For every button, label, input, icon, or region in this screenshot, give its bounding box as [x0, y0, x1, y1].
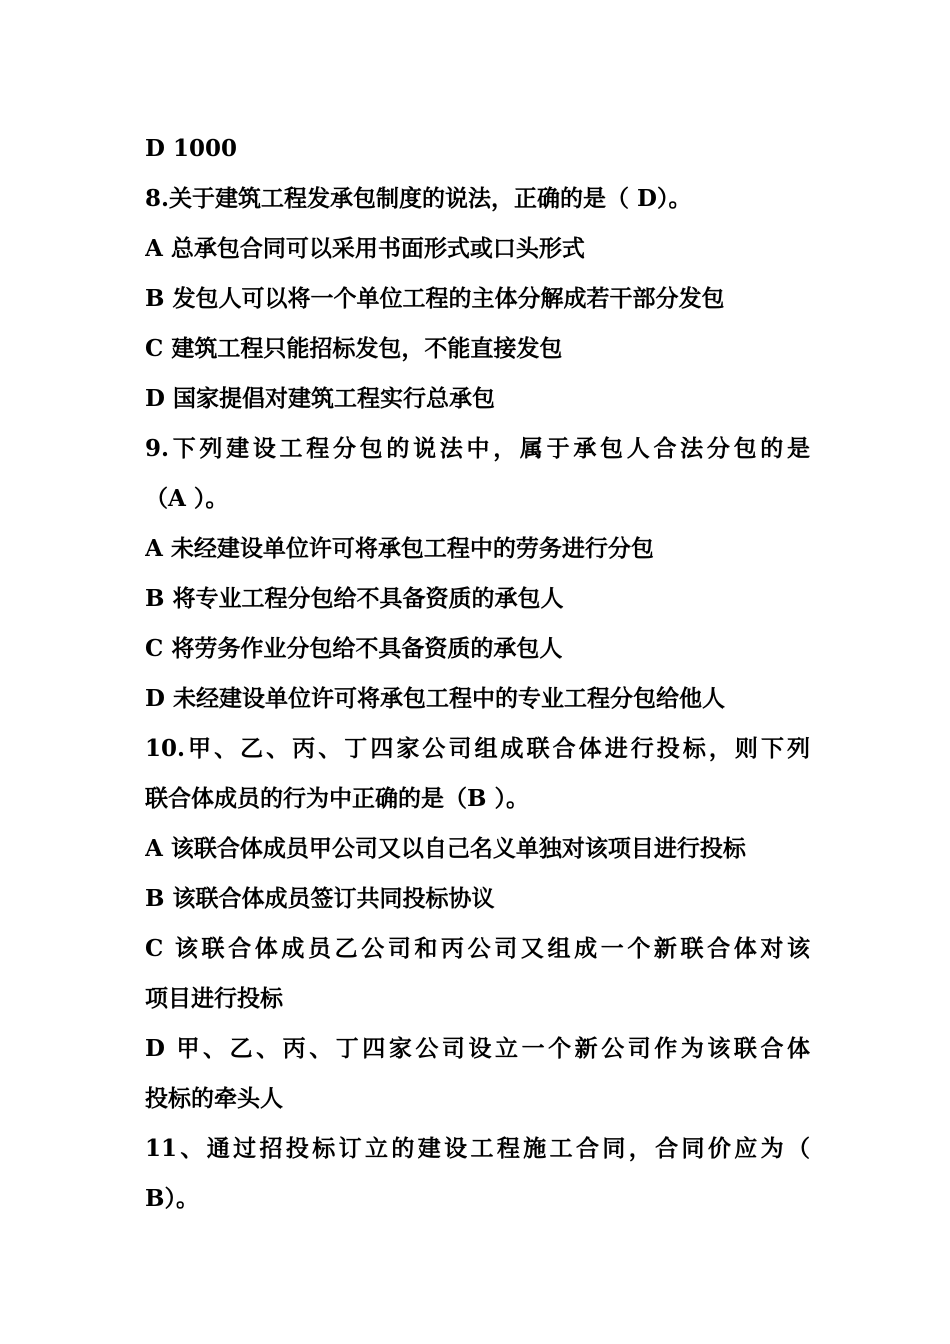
question-8: 8.关于建筑工程发承包制度的说法，正确的是（ D）。 — [145, 185, 692, 212]
question-11: 11、通过招投标订立的建设工程施工合同，合同价应为（ — [145, 1135, 810, 1162]
option-d-q7: D 1000 — [145, 135, 237, 162]
question-9-answer: （A ）。 — [145, 485, 229, 512]
option-d-q10-continued: 投标的牵头人 — [145, 1085, 283, 1112]
question-9: 9.下列建设工程分包的说法中，属于承包人合法分包的是 — [145, 435, 810, 462]
option-a-q10: A 该联合体成员甲公司又以自己名义单独对该项目进行投标 — [145, 835, 746, 862]
option-b-q9: B 将专业工程分包给不具备资质的承包人 — [145, 585, 564, 612]
option-a-q8: A 总承包合同可以采用书面形式或口头形式 — [145, 235, 585, 262]
option-c-q8: C 建筑工程只能招标发包，不能直接发包 — [145, 335, 563, 362]
option-c-q9: C 将劳务作业分包给不具备资质的承包人 — [145, 635, 563, 662]
question-10: 10.甲、乙、丙、丁四家公司组成联合体进行投标，则下列 — [145, 735, 810, 762]
question-10-continued: 联合体成员的行为中正确的是（B ）。 — [145, 785, 529, 812]
option-d-q8: D 国家提倡对建筑工程实行总承包 — [145, 385, 495, 412]
option-a-q9: A 未经建设单位许可将承包工程中的劳务进行分包 — [145, 535, 654, 562]
option-c-q10: C 该联合体成员乙公司和丙公司又组成一个新联合体对该 — [145, 935, 810, 962]
option-c-q10-continued: 项目进行投标 — [145, 985, 283, 1012]
option-d-q10: D 甲、乙、丙、丁四家公司设立一个新公司作为该联合体 — [145, 1035, 810, 1062]
option-d-q9: D 未经建设单位许可将承包工程中的专业工程分包给他人 — [145, 685, 725, 712]
option-b-q10: B 该联合体成员签订共同投标协议 — [145, 885, 495, 912]
question-11-answer: B）。 — [145, 1185, 199, 1212]
document-body — [145, 124, 810, 1224]
option-b-q8: B 发包人可以将一个单位工程的主体分解成若干部分发包 — [145, 285, 725, 312]
